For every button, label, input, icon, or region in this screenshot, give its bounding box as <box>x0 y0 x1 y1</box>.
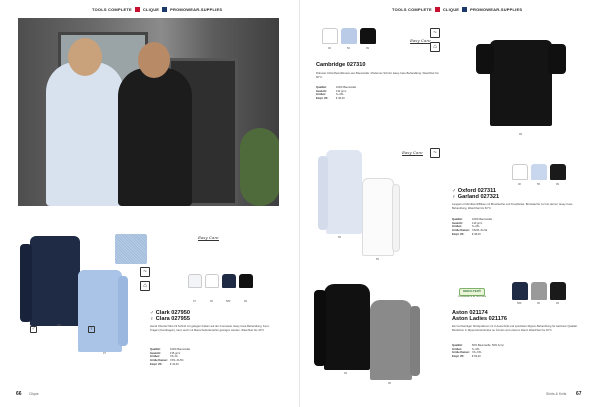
spec-key: Qualität: <box>452 344 463 347</box>
left-header-supplier: PROMOWEAR-SUPPLIES <box>170 6 223 12</box>
aston-title <box>452 310 507 323</box>
spec-key: Gewicht: <box>452 221 463 225</box>
spec-value: S–4XL <box>336 93 344 97</box>
clark-swatch-label: 99 <box>244 300 247 303</box>
oxford-description: Langarm-Oxfordhemd/Bluse mit Brusttasche und Knopfleiste. Brusttasche nur bei Herren. Easy-Care-Behandlung, Waschbar bis 60°C. <box>452 203 573 210</box>
wash-icon: ~ <box>430 28 440 38</box>
cambridge-title: Cambridge 027310 <box>316 62 366 68</box>
left-header <box>92 4 222 14</box>
spec-key: Qualität: <box>452 218 463 221</box>
clark-image-label: 580 <box>57 324 62 327</box>
clark-swatch-label: 00 <box>210 300 213 303</box>
oxford-specs <box>452 218 492 237</box>
oxford-title-men: Oxford 027311 <box>457 188 496 194</box>
spec-key: Größe Damen: <box>452 351 470 355</box>
fabric-detail-image <box>115 234 147 264</box>
spec-key: Gewicht: <box>150 351 161 355</box>
left-header-clique: CLIQUE <box>142 6 160 12</box>
spec-key: Empf. VK: <box>150 362 163 366</box>
left-page-label: Clique <box>29 392 39 396</box>
left-page-number: 66 <box>16 391 22 397</box>
aston-swatch-label: 580 <box>517 302 522 305</box>
aston-ladies-image-label: 95 <box>388 382 391 385</box>
spec-value: 50% Baumwolle, 50% Acryl <box>472 344 504 347</box>
spec-value: S–3XL <box>472 225 480 229</box>
oeko-tex-subtitle: CONFIDENCE IN TEXTILES <box>457 295 487 298</box>
spec-value: XS–XXL <box>472 351 482 355</box>
red-chip-icon <box>435 7 440 12</box>
spec-key: Größen: <box>452 225 463 229</box>
right-header-clique: CLIQUE <box>442 6 460 12</box>
right-page-number: 67 <box>576 391 582 397</box>
spec-key: Größe Damen: <box>452 229 470 233</box>
male-symbol: ♂ <box>150 310 154 316</box>
spec-value: 130 g/m² <box>472 221 483 225</box>
easy-care-logo: Easy Care <box>198 235 219 240</box>
garland-image-label: 55 <box>376 258 379 261</box>
spec-key: Größen: <box>150 355 161 359</box>
easy-care-logo: Easy Care <box>402 150 423 155</box>
easy-care-logo: Easy Care <box>410 38 431 43</box>
clara-image-label: 97 <box>103 352 106 355</box>
aston-specs <box>452 344 504 359</box>
garland-title-women: Garland 027321 <box>457 194 500 201</box>
aston-swatch-label: 99 <box>556 302 559 305</box>
oxford-swatch-label: 99 <box>556 183 559 186</box>
male-symbol: ♂ <box>452 188 456 194</box>
spec-value: 100% Baumwolle <box>472 218 493 221</box>
aston-description: Ein hochwertiger Strickpullover mit V-Ausschnitt und speziellen Rippen-Behandlung für weichere Qualität. Bündchen in Rippenstrickstruktur an Ärmeln und unterem Rand. Waschbar bis 40°C <box>452 325 578 332</box>
spec-value: 100% Baumwolle <box>336 86 357 89</box>
red-chip-icon <box>135 7 140 12</box>
oeko-tex-label: OEKO-TEX® <box>459 288 485 296</box>
right-header-brand: TOOLS COMPLETE <box>392 6 432 12</box>
iron-icon: ⌂ <box>430 42 440 52</box>
clark-title <box>150 310 190 323</box>
aston-swatch-label: 95 <box>537 302 540 305</box>
spec-key: Größe Damen: <box>150 359 168 363</box>
cambridge-description: Robuste Oxfordhemd/Hosen-aus Baumwolle. Modernes Schnitt, Easy-Care-Behandlung. Waschbar bis 60°C. <box>316 72 439 79</box>
spec-key: Qualität: <box>150 348 161 351</box>
cambridge-swatch-label: 99 <box>366 47 369 50</box>
iron-icon: ⌂ <box>140 281 150 291</box>
aston-title-men: Aston 021174 <box>452 310 488 316</box>
oxford-swatch-label: 55 <box>537 183 540 186</box>
right-header <box>392 4 522 14</box>
spec-value: XXS–XL/54 <box>170 359 184 363</box>
spec-value: € 46,00 <box>336 97 345 101</box>
clark-title-women: Clara 027955 <box>155 316 190 323</box>
cambridge-swatch-label: 56 <box>347 47 350 50</box>
spec-key: Empf. VK: <box>452 355 465 359</box>
oxford-title <box>452 188 499 201</box>
cambridge-specs <box>316 86 356 101</box>
spec-value: XS/36–XL/44 <box>472 229 488 233</box>
spec-key: Empf. VK: <box>452 232 465 236</box>
left-header-brand: TOOLS COMPLETE <box>92 6 132 12</box>
female-icon: ♀ <box>89 326 94 332</box>
right-page-label: Shirts & Knits <box>546 392 567 396</box>
clark-description: Hemd Oberteil Slim-Fit Schnitt mit gelegten Falten auf der Innenseite. Easy-Care-Behandlung, Kent-Kragen (Kentkragen), kann auch mit Manschettenknöpfen getragen werden. Waschbar bis 40°C <box>150 325 270 332</box>
spec-value: € 69,00 <box>472 355 481 359</box>
spec-key: Empf. VK: <box>316 97 329 101</box>
spec-key: Größen: <box>452 347 463 351</box>
female-symbol: ♀ <box>150 316 154 323</box>
spec-key: Größen: <box>316 93 327 97</box>
clark-title-men: Clark 027950 <box>155 310 190 316</box>
spec-key: Gewicht: <box>316 89 327 93</box>
spec-value: € 48,00 <box>472 232 481 236</box>
cambridge-swatch-label: 00 <box>328 47 331 50</box>
cambridge-image-label: 99 <box>519 133 522 136</box>
clark-specs <box>150 348 190 367</box>
lifestyle-photo <box>18 18 279 206</box>
spec-value: 132 g/m² <box>336 89 347 93</box>
oxford-image-label: 55 <box>338 236 341 239</box>
spec-value: S–4XL <box>472 347 480 351</box>
aston-image-label: 99 <box>344 372 347 375</box>
right-header-supplier: PROMOWEAR-SUPPLIES <box>470 6 523 12</box>
right-page <box>300 0 600 407</box>
blue-chip-icon <box>162 7 167 12</box>
clark-swatch-label: 97 <box>193 300 196 303</box>
wash-40-icon: ~ <box>140 267 150 277</box>
spec-key: Qualität: <box>316 86 327 89</box>
wash-icon: ~ <box>430 148 440 158</box>
spec-value: XS–XL <box>170 355 179 359</box>
blue-chip-icon <box>462 7 467 12</box>
oeko-tex-badge <box>450 288 494 299</box>
oxford-swatch-label: 00 <box>518 183 521 186</box>
clark-swatch-label: 580 <box>226 300 231 303</box>
female-symbol: ♀ <box>452 194 456 201</box>
male-icon: ♂ <box>31 326 36 332</box>
spec-value: € 44,00 <box>170 362 179 366</box>
aston-title-ladies: Aston Ladies 021176 <box>452 316 508 323</box>
spec-value: 100% Baumwolle <box>170 348 191 351</box>
spec-value: 135 g/m² <box>170 351 181 355</box>
